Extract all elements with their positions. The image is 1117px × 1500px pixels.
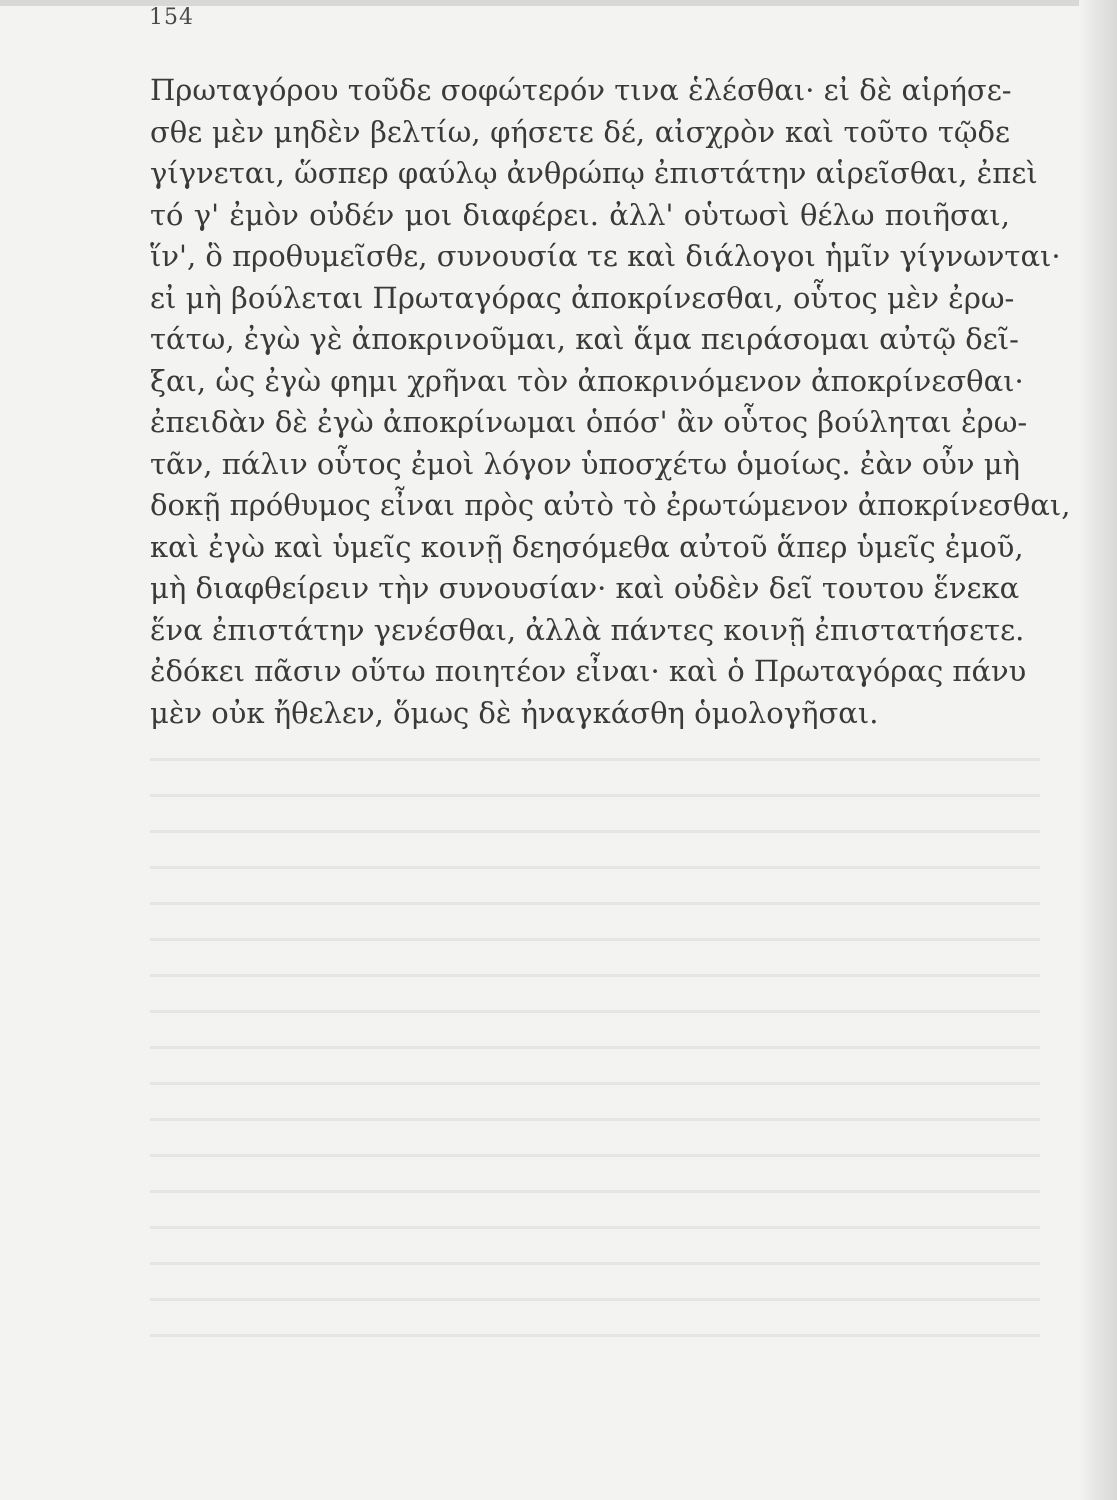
text-line: ἕνα ἐπιστάτην γενέσθαι, ἀλλὰ πάντες κοινῇ ἐπιστατήσετε.: [150, 612, 1025, 647]
text-line: σθε μὲν μηδὲν βελτίω, φήσετε δέ, αἰσχρὸν καὶ τοῦτο τῷδε: [150, 114, 1010, 149]
text-line: ἐπειδὰν δὲ ἐγὼ ἀποκρίνωμαι ὁπόσ' ἂν οὗτος βούληται ἐρω-: [150, 405, 1028, 439]
greek-paragraph: [150, 70, 1071, 734]
text-line: τάτω, ἐγὼ γὲ ἀποκρινοῦμαι, καὶ ἅμα πειράσομαι αὐτῷ δεῖ-: [150, 322, 1019, 356]
text-line: μὲν οὐκ ἤθελεν, ὅμως δὲ ἠναγκάσθη ὁμολογῆσαι.: [150, 695, 879, 730]
text-line: μὴ διαφθείρειν τὴν συνουσίαν· καὶ οὐδὲν δεῖ τουτου ἕνεκα: [150, 571, 1020, 605]
text-line: τᾶν, πάλιν οὗτος ἐμοὶ λόγον ὑποσχέτω ὁμοίως. ἐὰν οὖν μὴ: [150, 446, 1020, 481]
text-line: ξαι, ὡς ἐγὼ φημι χρῆναι τὸν ἀποκρινόμενον ἀποκρίνεσθαι·: [150, 363, 1024, 398]
show-through-text: [150, 740, 1040, 1360]
text-line: ἵν', ὃ προθυμεῖσθε, συνουσία τε καὶ διάλογοι ἡμῖν γίγνωνται·: [150, 239, 1061, 273]
page-spine-shadow: [1079, 0, 1117, 1500]
text-line: γίγνεται, ὥσπερ φαύλῳ ἀνθρώπῳ ἐπιστάτην αἱρεῖσθαι, ἐπεὶ: [150, 156, 1038, 190]
page-number: 154: [149, 5, 194, 30]
text-line: καὶ ἐγὼ καὶ ὑμεῖς κοινῇ δεησόμεθα αὐτοῦ ἅπερ ὑμεῖς ἐμοῦ,: [150, 529, 1024, 564]
text-line: Πρωταγόρου τοῦδε σοφώτερόν τινα ἑλέσθαι· εἰ δὲ αἱρήσε-: [150, 73, 1012, 107]
text-line: εἰ μὴ βούλεται Πρωταγόρας ἀποκρίνεσθαι, οὗτος μὲν ἐρω-: [150, 280, 1015, 315]
text-line: ἐδόκει πᾶσιν οὕτω ποιητέον εἶναι· καὶ ὁ Πρωταγόρας πάνυ: [150, 654, 1027, 688]
text-line: δοκῇ πρόθυμος εἶναι πρὸς αὐτὸ τὸ ἐρωτώμενον ἀποκρίνεσθαι,: [150, 488, 1071, 522]
text-line: τό γ' ἐμὸν οὐδέν μοι διαφέρει. ἀλλ' οὑτωσὶ θέλω ποιῆσαι,: [150, 197, 1010, 232]
